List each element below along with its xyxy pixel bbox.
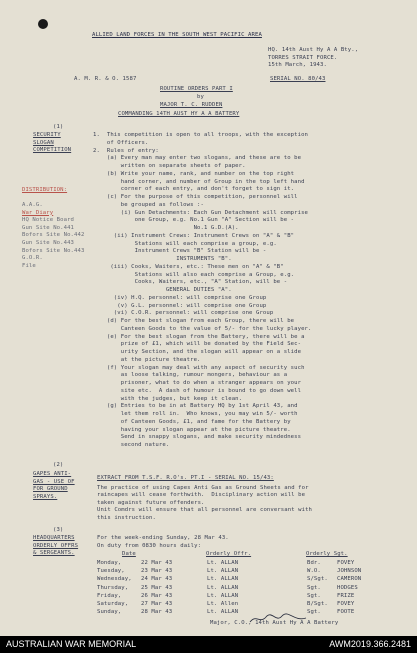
roster-cell: HODGES bbox=[337, 584, 358, 591]
roster-cell: Monday, bbox=[97, 560, 122, 566]
roster-cell: Lt. ALLAN bbox=[207, 568, 239, 575]
section-1-line: (b) Write your name, rank, and number on the top right bbox=[93, 170, 295, 177]
roster-cell: 27 Mar 43 bbox=[141, 601, 173, 607]
section-1-line: second nature. bbox=[93, 442, 170, 448]
footer-institution: AUSTRALIAN WAR MEMORIAL bbox=[6, 639, 137, 649]
roster-cell: B/Sgt. bbox=[307, 601, 328, 607]
roster-col-date: Date bbox=[122, 551, 136, 557]
section-1-line: (iv) H.Q. personnel: will comprise one Group bbox=[93, 294, 267, 301]
roster-cell: S/Sgt. bbox=[307, 576, 328, 583]
section-2-line: this instruction. bbox=[97, 514, 156, 521]
roster-cell: 28 Mar 43 bbox=[141, 609, 173, 616]
roster-cell: FOOTE bbox=[337, 609, 355, 616]
section-2-label-2: GAS - USE OF bbox=[33, 478, 75, 485]
heading-by: by bbox=[197, 94, 204, 100]
distribution-item: Gun Site No.441 bbox=[22, 224, 75, 231]
distribution-item: Bofors Site No.443 bbox=[22, 247, 85, 254]
section-1-line: corner of each entry, and don't forget to sign it. bbox=[93, 186, 295, 193]
commander-name: MAJOR T. C. RUDDEN bbox=[160, 102, 223, 108]
roster-cell: Bdr. bbox=[307, 560, 321, 566]
section-1-line: prize of £1, which will be donated by the Field Sec- bbox=[93, 341, 302, 348]
section-1-line: Canteen Goods to the value of 5/- for the lucky player. bbox=[93, 325, 312, 332]
roster-cell: Saturday, bbox=[97, 601, 129, 607]
section-1-line: Stations will each comprise a group, e.g. bbox=[93, 240, 277, 247]
section-2-body bbox=[97, 485, 413, 525]
ref-left: A. M. R. & O. 1587 bbox=[74, 76, 137, 82]
section-1-line: hand corner, and number of Group in the top left hand bbox=[93, 178, 305, 185]
roster-row bbox=[97, 560, 413, 568]
command-title: COMMANDING 14TH AUST HY A A BATTERY bbox=[118, 111, 240, 117]
section-1-line: (a) Every man may enter two slogans, and these are to be bbox=[93, 155, 302, 162]
section-1-line: urity Section, and the slogan will appear on a slide bbox=[93, 349, 302, 355]
roster-cell: FRIZE bbox=[337, 592, 355, 599]
section-1-line: GENERAL DUTIES "A". bbox=[93, 287, 232, 293]
roster-cell: Sunday, bbox=[97, 609, 122, 616]
section-2-label-1: GAPES ANTI- bbox=[33, 471, 72, 477]
section-1-number: (1) bbox=[53, 124, 64, 130]
section-1-line: 1. This competition is open to all troops, with the exception bbox=[93, 132, 308, 138]
section-1-label-2: SLOGAN bbox=[33, 139, 54, 146]
roster-cell: 23 Mar 43 bbox=[141, 568, 173, 575]
distribution-item: File bbox=[22, 262, 36, 269]
archive-footer bbox=[0, 636, 417, 653]
section-1-line: (i) Gun Detachments: Each Gun Detachment will comprise bbox=[93, 209, 308, 216]
serial-number: SERIAL NO. 80/43 bbox=[270, 76, 326, 82]
roster-cell: 26 Mar 43 bbox=[141, 592, 173, 599]
section-1-line: prisoner, what to do when a stranger appears on your bbox=[93, 380, 302, 386]
section-3-number: (3) bbox=[53, 527, 64, 533]
section-1-line: let them roll in. Who knows, you may win 5/- worth bbox=[93, 411, 298, 417]
roster-cell: FOVEY bbox=[337, 601, 355, 607]
section-1-line: written on separate sheets of paper. bbox=[93, 163, 246, 169]
roster-cell: Sgt. bbox=[307, 609, 321, 616]
roster-cell: Lt. ALLAN bbox=[207, 592, 239, 599]
section-1-line: be grouped as follows :- bbox=[93, 201, 204, 208]
roster-cell: Wednesday, bbox=[97, 576, 132, 583]
section-1-line: of Officers. bbox=[93, 139, 149, 146]
roster-cell: 25 Mar 43 bbox=[141, 584, 173, 591]
section-1-line: Instrument Crews "B" Station will be - bbox=[93, 248, 267, 255]
section-1-line: (f) Your slogan may deal with any aspect of security such bbox=[93, 364, 305, 371]
section-2-line: taken against future offenders. bbox=[97, 499, 205, 506]
distribution-item: G.O.R. bbox=[22, 255, 43, 262]
unit-line-1: HQ. 14th Aust Hy A A Bty., bbox=[268, 47, 359, 53]
section-1-line: at the picture theatre. bbox=[93, 356, 201, 363]
roster-cell: FOVEY bbox=[337, 560, 355, 566]
footer-accession-number: AWM2019.366.2481 bbox=[329, 639, 411, 649]
roster-cell: JOHNSON bbox=[337, 568, 362, 575]
section-1-line: (e) For the best slogan from the Battery, there will be a bbox=[93, 333, 305, 340]
roster-cell: W.O. bbox=[307, 568, 321, 575]
section-1-label-1: SECURITY bbox=[33, 132, 61, 138]
roster-row bbox=[97, 585, 413, 593]
section-1-line: INSTRUMENTS "B". bbox=[93, 256, 232, 262]
roster-cell: Lt. ALLAN bbox=[207, 584, 239, 591]
roster-cell: Lt. Allen bbox=[207, 601, 239, 607]
document-title: ALLIED LAND FORCES IN THE SOUTH WEST PACIFIC AREA bbox=[92, 32, 262, 38]
section-3-label-1: HEADQUARTERS bbox=[33, 535, 75, 541]
roster-cell: 22 Mar 43 bbox=[141, 560, 173, 566]
extract-title: EXTRACT FROM T.S.F. R.O's. PT.I - SERIAL NO. 15/43: bbox=[97, 475, 274, 481]
roster-cell: CAMERON bbox=[337, 576, 362, 583]
roster-cell: Thursday, bbox=[97, 584, 129, 591]
roster-row bbox=[97, 576, 413, 584]
roster-cell: Sgt. bbox=[307, 584, 321, 591]
section-1-line: 2. Rules of entry: bbox=[93, 147, 159, 154]
section-1-line: (c) For the purpose of this competition, personnel will bbox=[93, 194, 298, 200]
section-1-label-3: COMPETITION bbox=[33, 147, 72, 153]
roster-cell: Lt. ALLAN bbox=[207, 609, 239, 616]
section-1-body bbox=[93, 132, 413, 452]
unit-line-3: 15th March, 1943. bbox=[268, 62, 327, 68]
signature-block: Major, C.O., 14th Aust Hy A A Battery bbox=[210, 620, 339, 626]
distribution-item: Gun Site No.443 bbox=[22, 240, 75, 246]
roster-cell: 24 Mar 43 bbox=[141, 576, 173, 583]
section-1-line: (d) For the best slogan from each Group, there will be bbox=[93, 318, 295, 324]
section-2-label-4: SPRAYS. bbox=[33, 493, 58, 500]
section-1-line: Send in snappy slogans, and make security mindedness bbox=[93, 434, 302, 441]
section-1-line: one Group, e.g. No.1 Gun "A" Section will be - bbox=[93, 217, 295, 224]
section-1-line: Cooks, Waiters, etc., "A" Station, will be - bbox=[93, 279, 288, 286]
punch-hole bbox=[38, 19, 48, 29]
section-1-line: (v) G.L. personnel: will comprise one Group bbox=[93, 302, 267, 309]
section-1-line: site etc. A dash of humour is bound to go down well bbox=[93, 387, 302, 394]
section-2-line: raincapes will cease forthwith. Disciplinary action will be bbox=[97, 492, 306, 499]
section-1-line: (iii) Cooks, Waiters, etc.: These men on "A" & "B" bbox=[93, 263, 284, 270]
distribution-item: Bofors Site No.442 bbox=[22, 232, 85, 239]
section-1-line: (vi) C.O.R. personnel: will comprise one Group bbox=[93, 310, 274, 317]
roster-row bbox=[97, 568, 413, 576]
section-2-line: Unit Comdrs will ensure that all personnel are conversant with bbox=[97, 507, 312, 514]
section-1-line: (ii) Instrument Crews: Instrument Crews on "A" & "B" bbox=[93, 232, 295, 239]
roster-cell: Friday, bbox=[97, 592, 122, 599]
distribution-item: War Diary bbox=[22, 209, 54, 216]
roster-cell: Tuesday, bbox=[97, 568, 125, 575]
roster-row bbox=[97, 601, 413, 609]
routine-orders-heading: ROUTINE ORDERS PART I bbox=[160, 86, 233, 92]
distribution-heading: DISTRIBUTION: bbox=[22, 187, 68, 193]
section-1-line: No.1 G.D.(A). bbox=[93, 225, 239, 231]
roster-col-officer: Orderly Offr. bbox=[206, 551, 252, 557]
distribution-item: A.A.G. bbox=[22, 202, 43, 208]
section-3-label-3: & SERGEANTS. bbox=[33, 550, 75, 556]
distribution-item: HQ Notice Board bbox=[22, 217, 75, 224]
section-2-line: The practice of using Capes Anti Gas as Ground Sheets and for bbox=[97, 485, 309, 491]
section-2-number: (2) bbox=[53, 462, 64, 468]
section-1-line: of Canteen Goods, £1, and fame for the Battery by bbox=[93, 418, 291, 425]
section-1-line: with the judges, but keep it clean. bbox=[93, 395, 243, 402]
roster-cell: Lt. ALLAN bbox=[207, 576, 239, 583]
roster-intro-1: For the week-ending Sunday, 28 Mar 43. bbox=[97, 535, 229, 541]
roster-cell: Lt. ALLAN bbox=[207, 560, 239, 566]
section-1-line: having your slogan appear at the picture theatre. bbox=[93, 426, 291, 433]
section-3-label-2: ORDERLY OFFRS bbox=[33, 542, 79, 549]
section-1-line: as loose talking, rumour mongers, behaviour as a bbox=[93, 372, 288, 379]
section-1-line: Stations will also each comprise a Group, e.g. bbox=[93, 271, 295, 278]
roster-cell: Sgt. bbox=[307, 592, 321, 599]
roster-col-sergeant: Orderly Sgt. bbox=[306, 551, 348, 557]
section-2-label-3: FOR GROUND bbox=[33, 486, 68, 492]
section-1-line: (g) Entries to be in at Battery HQ by 1st April 43, and bbox=[93, 403, 298, 410]
roster-row bbox=[97, 593, 413, 601]
roster-intro-2: On duty from 0830 hours daily: bbox=[97, 542, 202, 549]
distribution-list bbox=[22, 202, 92, 282]
unit-line-2: TORRES STRAIT FORCE. bbox=[268, 54, 338, 61]
